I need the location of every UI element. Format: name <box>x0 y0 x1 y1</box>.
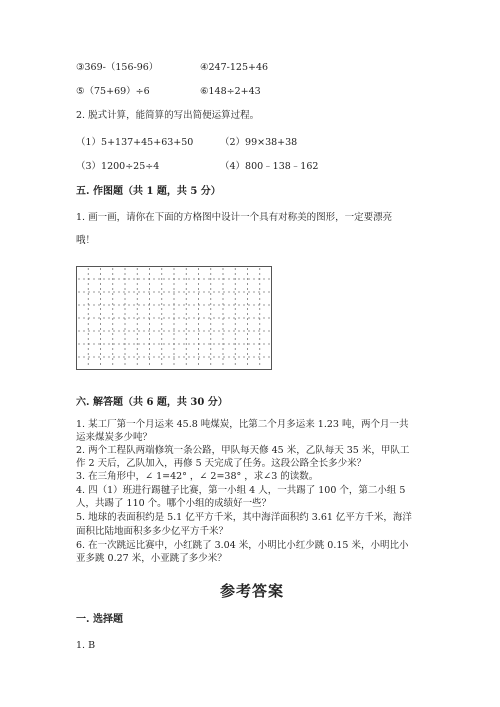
section6-line: 6. 在一次跳远比赛中，小红跳了 3.04 米，小明比小红少跳 0.15 米，小明比小 <box>76 540 409 551</box>
section6-line: 人，共踢了 110 个。哪个小组的成绩好一些？ <box>76 498 272 509</box>
section6-line: 5. 地球的表面积约是 5.1 亿平方千米，其中海洋面积约 3.61 亿平方千米，海洋 <box>76 512 412 523</box>
section6-line: 作 2 天后，乙队加入，再修 5 天完成了任务。这段公路全长多少米？ <box>76 458 367 469</box>
expr-5: ⑤（75+69）÷6 <box>76 86 150 97</box>
section6-line: 面积比陆地面积多多少亿平方千米？ <box>76 526 229 537</box>
drawing-grid[interactable] <box>76 266 272 370</box>
section6-line: 3. 在三角形中，∠ 1=42° ，∠ 2=38° ，求∠3 的读数。 <box>76 471 319 482</box>
section6-heading: 六. 解答题（共 6 题，共 30 分） <box>76 397 228 408</box>
section5-line1: 1. 画一画，请你在下面的方格图中设计一个具有对称美的图形，一定要漂亮 <box>76 212 393 223</box>
section6-line: 亚多跳 0.27 米，小亚跳了多少米？ <box>76 553 227 564</box>
expr-4: ④247-125+46 <box>200 62 269 73</box>
section6-line: 4. 四（1）班进行踢毽子比赛，第一小组 4 人，一共踢了 100 个，第二小组 5 <box>76 485 406 496</box>
answers-title: 参考答案 <box>220 582 285 600</box>
expr-3: ③369-（156-96） <box>76 62 159 73</box>
answers-section1: 一. 选择题 <box>76 614 123 625</box>
section6-line: 1. 某工厂第一个月运来 45.8 吨煤炭，比第二个月多运来 1.23 吨，两个月一共 <box>76 419 409 430</box>
q2-title: 2. 脱式计算，能简算的写出简便运算过程。 <box>76 110 260 121</box>
grid-svg <box>76 266 272 370</box>
expr-6: ⑥148÷2+43 <box>200 86 261 97</box>
answer-1: 1. B <box>76 640 96 651</box>
section6-line: 2. 两个工程队两端修筑一条公路，甲队每天修 45 米，乙队每天 35 米，甲队工 <box>76 445 410 456</box>
q2-item-1: （1）5+137+45+63+50 <box>76 137 194 148</box>
section5-line2: 哦！ <box>76 235 96 246</box>
q2-item-4: （4）800﹣138﹣162 <box>220 161 319 172</box>
grid-dashed-lines <box>78 268 270 368</box>
q2-item-3: （3）1200÷25÷4 <box>76 161 160 172</box>
section5-heading: 五. 作图题（共 1 题，共 5 分） <box>76 186 221 197</box>
section6-line: 运来煤炭多少吨？ <box>76 432 153 443</box>
q2-item-2: （2）99×38+38 <box>220 137 298 148</box>
